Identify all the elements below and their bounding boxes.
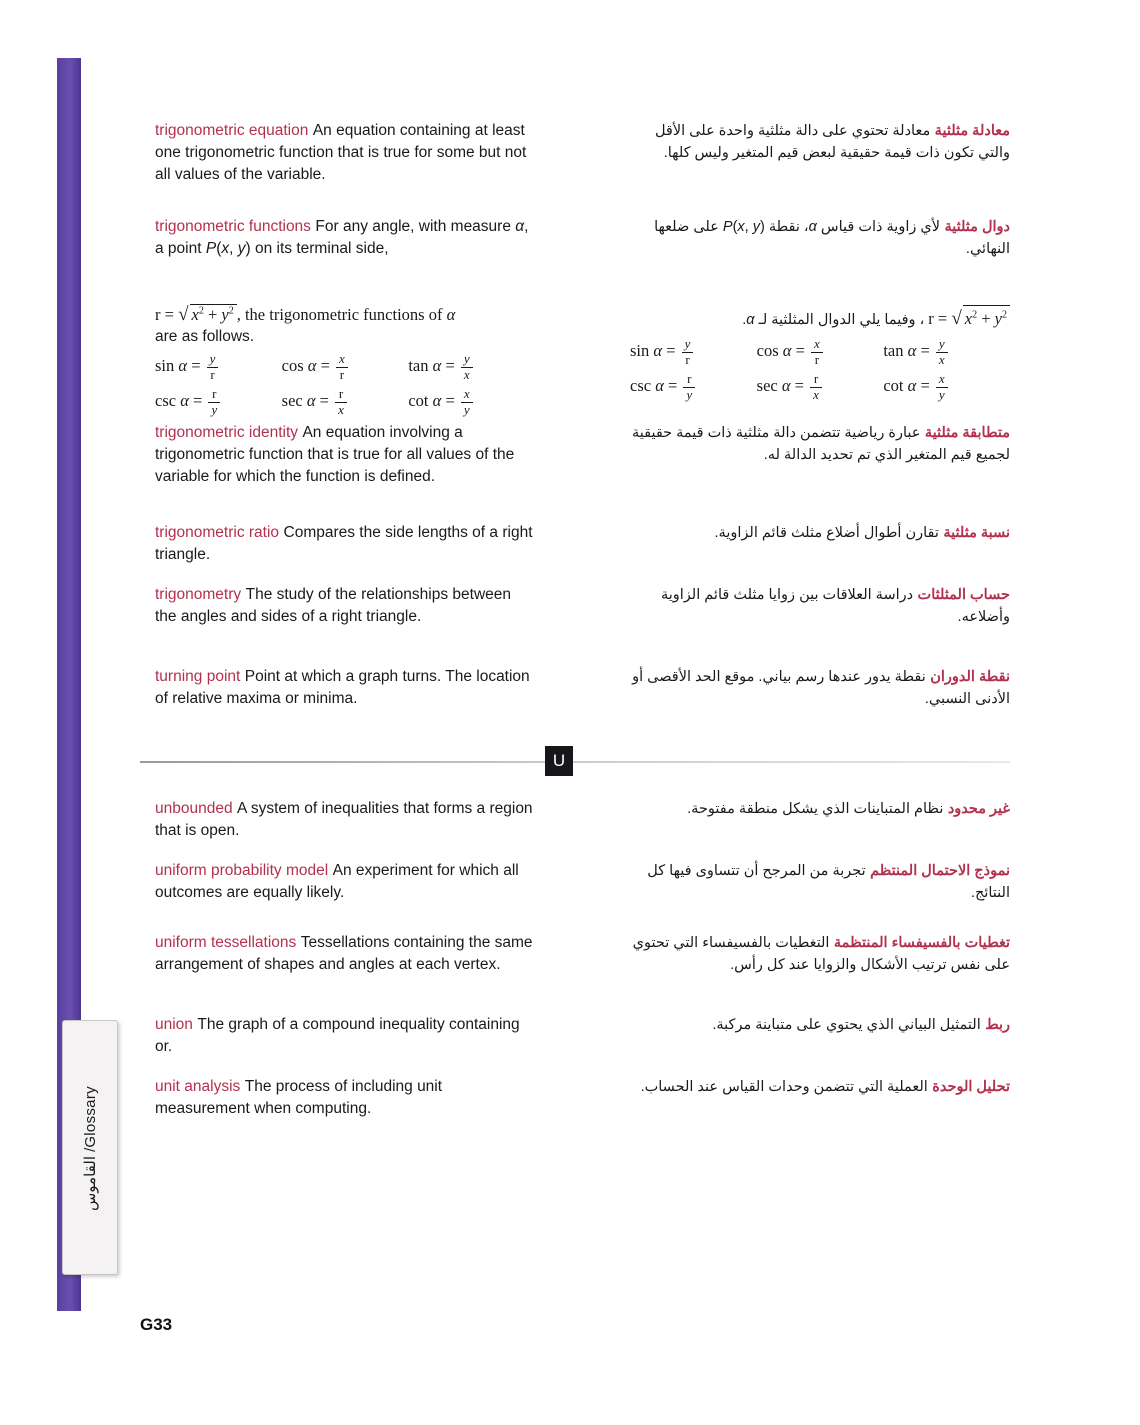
glossary-entry xyxy=(140,584,1010,666)
term-ar: نقطة الدوران xyxy=(930,669,1010,685)
glossary-entry xyxy=(140,1014,1010,1076)
definition-ar: العملية التي تتضمن وحدات القياس عند الحساب. xyxy=(640,1079,928,1095)
definition-ar: تقارن أطوال أضلاع مثلث قائم الزاوية. xyxy=(714,525,939,541)
trig-formula-block xyxy=(140,304,1010,422)
entry-english xyxy=(155,932,535,976)
entry-arabic xyxy=(630,932,1010,977)
term-en: union xyxy=(155,1016,193,1033)
term-ar: نسبة مثلثية xyxy=(943,525,1010,541)
trig-cot-ar: cot α = $\frac{x}{y}$ xyxy=(883,372,1010,403)
definition-ar: لأي زاوية ذات قياس α، نقطة P(x, y) على ضلعها النهائي. xyxy=(654,219,1010,258)
entry-english xyxy=(155,584,535,628)
entry-arabic xyxy=(630,522,1010,544)
definition-ar: تجربة من المرجح أن تتساوى فيها كل النتائج. xyxy=(647,863,1010,902)
term-en: uniform probability model xyxy=(155,862,329,879)
trig-sin-en: sin α = $\frac{y}{r}$ xyxy=(155,352,282,383)
entry-arabic xyxy=(630,216,1010,261)
entry-english xyxy=(155,120,535,186)
term-en: trigonometric equation xyxy=(155,122,309,139)
trig-cot-en: cot α = $\frac{x}{y}$ xyxy=(408,387,535,418)
entry-arabic xyxy=(630,1014,1010,1036)
divider-line xyxy=(140,761,1010,763)
entry-arabic xyxy=(630,422,1010,467)
page-number: G33 xyxy=(140,1315,173,1334)
entry-arabic xyxy=(630,1076,1010,1098)
glossary-side-tab[interactable] xyxy=(62,1020,118,1275)
trig-sin-ar: sin α = $\frac{y}{r}$ xyxy=(630,337,757,368)
definition-en: An equation involving a trigonometric function that is true for all values of the variable for which the function is defined. xyxy=(155,424,515,485)
trig-cos-en: cos α = $\frac{x}{r}$ xyxy=(282,352,409,383)
entry-arabic xyxy=(630,798,1010,820)
entry-english xyxy=(155,522,535,566)
trig-csc-en: csc α = $\frac{r}{y}$ xyxy=(155,387,282,418)
entry-english xyxy=(155,422,535,488)
formula-expression-en: r = √ $x^2 + y^2$ , the trigonometric functions of α xyxy=(155,304,456,325)
entry-arabic xyxy=(630,120,1010,165)
definition-en: An experiment for which all outcomes are equally likely. xyxy=(155,862,519,901)
term-en: trigonometric ratio xyxy=(155,524,280,541)
glossary-entry xyxy=(140,1076,1010,1138)
trig-csc-ar: csc α = $\frac{r}{y}$ xyxy=(630,372,757,403)
glossary-entry xyxy=(140,932,1010,1014)
glossary-side-tab-label: القاموس /Glossary xyxy=(82,1086,99,1211)
glossary-entry xyxy=(140,860,1010,932)
glossary-entry xyxy=(140,666,1010,736)
definition-en: An equation containing at least one trigonometric function that is true for some but not all values of the variable. xyxy=(155,122,527,183)
term-en: trigonometric identity xyxy=(155,424,299,441)
glossary-entry xyxy=(140,798,1010,860)
term-ar: حساب المثلثات xyxy=(917,587,1010,603)
term-en: unit analysis xyxy=(155,1078,241,1095)
formula-arabic xyxy=(630,304,1010,403)
glossary-entry xyxy=(140,120,1010,216)
entry-english xyxy=(155,1014,535,1058)
term-ar: نموذج الاحتمال المنتظم xyxy=(870,863,1010,879)
definition-en: The study of the relationships between the angles and sides of a right triangle. xyxy=(155,586,511,625)
section-letter-badge: U xyxy=(545,746,573,776)
definition-ar: دراسة العلاقات بين زوايا مثلث قائم الزاوية وأضلاعه. xyxy=(660,587,1010,626)
term-en: trigonometry xyxy=(155,586,242,603)
entry-english xyxy=(155,798,535,842)
term-ar: دوال مثلثية xyxy=(944,219,1010,235)
definition-en: A system of inequalities that forms a region that is open. xyxy=(155,800,533,839)
term-ar: تحليل الوحدة xyxy=(932,1079,1010,1095)
definition-ar: التمثيل البياني الذي يحتوي على متباينة مركبة. xyxy=(712,1017,981,1033)
term-en: unbounded xyxy=(155,800,233,817)
entry-english xyxy=(155,666,535,710)
formula-caption-en: are as follows. xyxy=(155,328,255,345)
glossary-entry xyxy=(140,422,1010,522)
trig-tan-ar: tan α = $\frac{y}{x}$ xyxy=(883,337,1010,368)
definition-ar: عبارة رياضية تتضمن دالة مثلثية ذات قيمة حقيقية لجميع قيم المتغير الذي تم تحديد الدالة له. xyxy=(631,425,1010,464)
trig-sec-en: sec α = $\frac{r}{x}$ xyxy=(282,387,409,418)
term-en: uniform tessellations xyxy=(155,934,297,951)
entry-english xyxy=(155,1076,535,1120)
letter-section-divider xyxy=(140,742,1010,782)
term-ar: تغطيات بالفسيفساء المنتظمة xyxy=(833,935,1010,951)
trig-sec-ar: sec α = $\frac{r}{x}$ xyxy=(757,372,884,403)
formula-english xyxy=(155,304,535,418)
formula-expression-ar: r = √ $x^2 + y^2$ ، وفيما يلي الدوال المثلثية لـ α. xyxy=(630,304,1010,333)
glossary-entry xyxy=(140,522,1010,584)
trig-functions-row2-en xyxy=(155,387,535,418)
entry-english xyxy=(155,216,535,260)
definition-en: Point at which a graph turns. The location of relative maxima or minima. xyxy=(155,668,530,707)
definition-en: The process of including unit measurement when computing. xyxy=(155,1078,443,1117)
term-ar: متطابقة مثلثية xyxy=(924,425,1010,441)
term-en: trigonometric functions xyxy=(155,218,311,235)
entry-english xyxy=(155,860,535,904)
entry-arabic xyxy=(630,860,1010,905)
entry-arabic xyxy=(630,666,1010,711)
glossary-entry xyxy=(140,216,1010,304)
definition-en: Tessellations containing the same arrangement of shapes and angles at each vertex. xyxy=(155,934,533,973)
term-ar: ربط xyxy=(985,1017,1010,1033)
glossary-content xyxy=(140,120,1010,1138)
trig-functions-row2-ar xyxy=(630,372,1010,403)
entry-arabic xyxy=(630,584,1010,629)
definition-en: The graph of a compound inequality containing or. xyxy=(155,1016,520,1055)
trig-functions-row-ar xyxy=(630,337,1010,368)
term-ar: غير محدود xyxy=(947,801,1010,817)
definition-ar: التغطيات بالفسيفساء التي تحتوي على نفس ترتيب الأشكال والزوايا عند كل رأس. xyxy=(632,935,1010,974)
definition-en: For any angle, with measure α, a point P(x, y) on its terminal side, xyxy=(155,218,529,257)
trig-tan-en: tan α = $\frac{y}{x}$ xyxy=(408,352,535,383)
trig-functions-row-en xyxy=(155,352,535,383)
definition-ar: نظام المتباينات الذي يشكل منطقة مفتوحة. xyxy=(687,801,944,817)
definition-ar: معادلة تحتوي على دالة مثلثية واحدة على الأقل والتي تكون ذات قيمة حقيقية لبعض قيم المتغير وليس كلها. xyxy=(654,123,1010,162)
definition-ar: نقطة يدور عندها رسم بياني. موقع الحد الأقصى أو الأدنى النسبي. xyxy=(632,669,1010,708)
term-ar: معادلة مثلثية xyxy=(934,123,1010,139)
term-en: turning point xyxy=(155,668,241,685)
definition-en: Compares the side lengths of a right triangle. xyxy=(155,524,533,563)
trig-cos-ar: cos α = $\frac{x}{r}$ xyxy=(757,337,884,368)
